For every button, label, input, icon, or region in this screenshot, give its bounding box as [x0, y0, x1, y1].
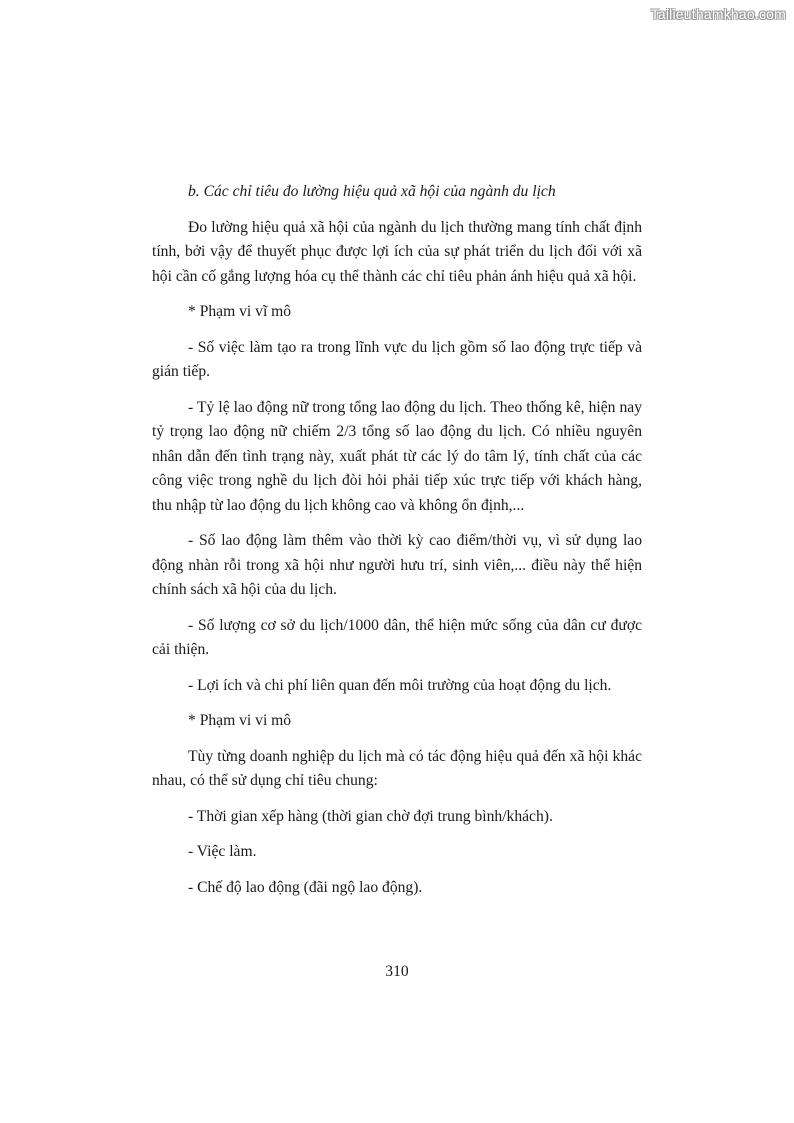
paragraph-micro-scope: * Phạm vi vi mô [188, 712, 292, 729]
paragraph-employment: - Việc làm. [188, 843, 257, 860]
page-number: 310 [385, 963, 409, 980]
paragraph-labor-regime: - Chế độ lao động (đãi ngộ lao động). [188, 878, 423, 896]
paragraph-facilities-per-1000: - Số lượng cơ sở du lịch/1000 dân, thể hiện mức sống của dân cư được cải thiện. [152, 616, 642, 658]
paragraph-seasonal-labor: - Số lao động làm thêm vào thời kỳ cao điểm/thời vụ, vì sử dụng lao động nhàn rỗi trong xã hội như người hưu trí, sinh viên,... điều này thể hiện chính sách xã hội của du lịch. [152, 532, 642, 598]
paragraph-enterprise: Tùy từng doanh nghiệp du lịch mà có tác động hiệu quả đến xã hội khác nhau, có thể sử dụng chỉ tiêu chung: [152, 747, 642, 789]
paragraph-female-labor: - Tỷ lệ lao động nữ trong tổng lao động du lịch. Theo thống kê, hiện nay tỷ trọng lao động nữ chiếm 2/3 tổng số lao động du lịch. Có nhiều nguyên nhân dẫn đến tình trạng này, xuất phát từ các lý do tâm lý, tính chất của các công việc trong nghề du lịch đòi hỏi phải tiếp xúc trực tiếp với khách hàng, thu nhập từ lao động du lịch không cao và không ổn định,... [152, 398, 642, 514]
paragraph-intro: Đo lường hiệu quả xã hội của ngành du lịch thường mang tính chất định tính, bởi vậy để thuyết phục được lợi ích của sự phát triển du lịch đối với xã hội cần cố gắng lượng hóa cụ thể thành các chỉ tiêu phản ánh hiệu quả xã hội. [152, 218, 642, 285]
paragraph-environment: - Lợi ích và chi phí liên quan đến môi trường của hoạt động du lịch. [188, 676, 612, 694]
watermark-text: Tailieuthamkhao.com [650, 6, 786, 22]
section-heading: b. Các chỉ tiêu đo lường hiệu quả xã hội của ngành du lịch [188, 183, 556, 200]
paragraph-macro-scope: * Phạm vi vĩ mô [188, 303, 292, 320]
document-body [152, 180, 642, 911]
paragraph-jobs-created: - Số việc làm tạo ra trong lĩnh vực du lịch gồm số lao động trực tiếp và gián tiếp. [152, 338, 642, 380]
paragraph-queue-time: - Thời gian xếp hàng (thời gian chờ đợi trung bình/khách). [188, 807, 553, 825]
